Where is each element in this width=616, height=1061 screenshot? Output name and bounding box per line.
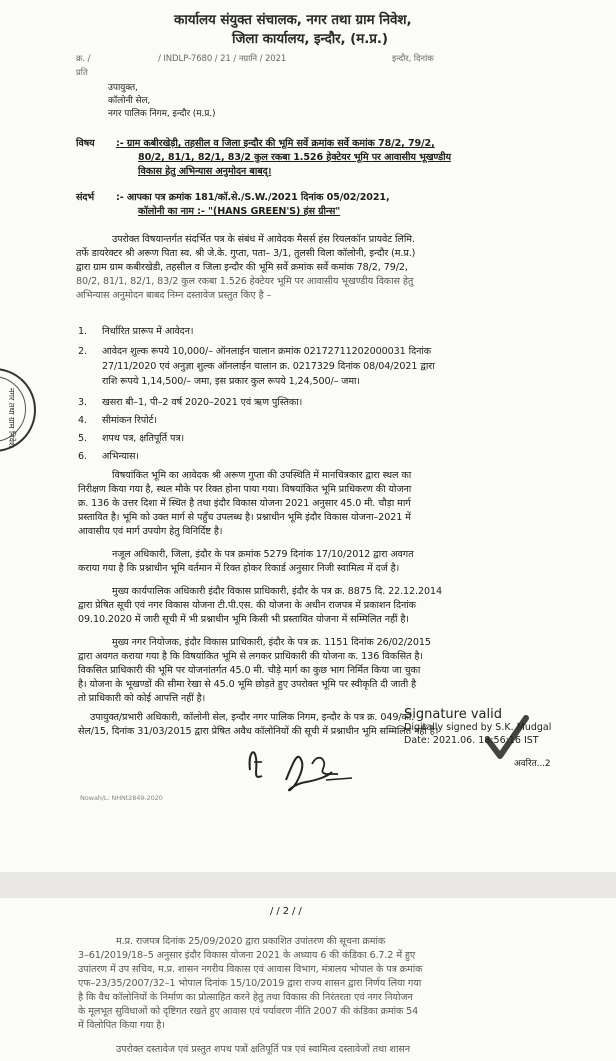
list-item-2a: आवेदन शुल्क रूपये 10,000/– ऑनलाईन चालान क्रमांक 02172711202000031 दिनांक — [102, 346, 432, 357]
ref-prefix: क्र. / — [76, 54, 91, 64]
para1-line-4: प्रस्तावित है। भूमि को उक्त मार्ग से पहुँच उपलब्ध है। प्रश्नाधीन भूमि इंदौर विकास योजना–2021 में — [78, 512, 411, 523]
addressee-2: कॉलोनी सेल, — [108, 96, 151, 106]
para2-line-1: नजूल अधिकारी, जिला, इंदौर के पत्र क्रमांक 5279 दिनांक 17/10/2012 द्वारा अवगत — [112, 549, 414, 560]
p2-line-6: के मूलभूत सुविधाओं को दृष्टिगत रखते हुए आवास एवं पर्यावरण नीति 2007 की कंडिका क्रमांक 54 — [78, 1006, 419, 1017]
handwritten-signature — [242, 740, 362, 796]
page-gap — [0, 872, 616, 898]
list-num-2: 2. — [78, 346, 87, 357]
list-num-5: 5. — [78, 433, 87, 444]
intro-line-1: उपरोक्त विषयान्तर्गत संदर्भित पत्र के संबंध में आवेदक मैसर्स हंस रियलकॉन प्रायवेट लिमि. — [112, 234, 415, 245]
p2-line-8: उपरोक्त दस्तावेज एवं प्रस्तुत शपथ पत्रों क्षतिपूर्ति पत्र एवं स्वामित्व दस्तावेजों तथा शासन — [116, 1044, 410, 1055]
list-num-1: 1. — [78, 326, 87, 337]
reference-label: संदर्भ — [76, 192, 95, 203]
list-item-3: खसरा बी–1, पी–2 वर्ष 2020–2021 एवं ऋण पुस्तिका। — [102, 397, 303, 408]
intro-line-5: अभिन्यास अनुमोदन बाबद निम्न दस्तावेज प्रस्तुत किए है – — [76, 290, 272, 301]
intro-line-3: द्वारा ग्राम ग्राम कबीरखेडी, तहसील व जिला इन्दौर की भूमि सर्वे क्रमांक सर्वे कमांक 78/2, 79/2, — [76, 262, 408, 273]
subject-label: विषय — [76, 138, 95, 149]
para5-line-1: उपायुक्त/प्रभारी अधिकारी, कॉलोनी सेल, इन्दौर नगर पालिक निगम, इन्दौर के पत्र क्र. 049/कॉ. — [90, 712, 415, 723]
para4-line-2: द्वारा अवगत कराया गया है कि विषयांकित भूमि से लगकर प्राधिकारी की योजना क. 136 विकसित है। — [78, 651, 423, 662]
para3-line-2: द्वारा प्रेषित सूची एवं नगर विकास योजना टी.पी.एस. की योजना के अधीन राजपत्र में प्रकाशन दिनांक — [78, 600, 416, 611]
p2-line-3: उपांतरण में उप सचिव, म.प्र. शासन नगरीय विकास एवं आवास विभाग, मंत्रालय भोपाल के पत्र क्रमांक — [78, 964, 423, 975]
para4-line-4: है। योजना के भूखण्डों की सीमा रेखा से 45.0 भूमि छोड़ते हुए उपरोक्त भूमि पर स्वीकृति दी जाती है — [78, 679, 417, 690]
p2-line-7: में विलोपित किया गया है। — [78, 1020, 165, 1031]
list-num-4: 4. — [78, 415, 87, 426]
intro-line-4: 80/2, 81/1, 82/1, 83/2 कुल रकबा 1.526 हेक्टेयर भूमि पर आवासीय भूखण्डीय विकास हेतु — [76, 276, 414, 287]
ref-number: / INDLP-7680 / 21 / नग्रानि / 2021 — [158, 54, 287, 64]
para4-line-5: तो प्राधिकारी को कोई आपत्ति नहीं है। — [78, 693, 206, 704]
signature-signed-by: Digitally signed by S.K. Mudgal — [404, 722, 552, 733]
ref-place-date: इन्दौर, दिनांक — [392, 54, 434, 64]
para1-line-3: क्र. 136 के उत्तर दिशा में स्थित है तथा इंदौर विकास योजना 2021 अनुसार 45.0 मी. चौड़ा मार्ग — [78, 498, 411, 509]
reference-line-2: कॉलोनी का नाम :- "(HANS GREEN'S) हंस ग्रीन्स" — [138, 206, 341, 217]
subject-line-1: :- ग्राम कबीरखेड़ी, तहसील व जिला इन्दौर की भूमि सर्वे क्रमांक सर्वे कमांक 78/2, 79/2, — [116, 138, 435, 149]
p2-line-2: 3–61/2019/18–5 अनुसार इंदौर विकास योजना 2021 के अध्याय 6 की कंडिका 6.7.2 में हुए — [78, 950, 416, 961]
continued-note: अवरित...2 — [514, 759, 551, 769]
para3-line-1: मुख्य कार्यपालिक अधिकारी इंदौर विकास प्राधिकारी, इंदौर के पत्र क्र. 8875 दि. 22.12.2014 — [112, 586, 443, 597]
subject-line-3: विकास हेतु अभिन्यास अनुमोदन बाबद्। — [138, 166, 272, 177]
ref-copy: प्रति — [76, 68, 88, 78]
subject-line-2: 80/2, 81/1, 82/1, 83/2 कुल रकबा 1.526 हेक्टेयर भूमि पर आवासीय भूखण्डीय — [138, 152, 451, 163]
para5-line-2: सेल/15, दिनांक 31/03/2015 द्वारा प्रेषित अवैध कॉलोनियों की सूची में प्रश्नाधीन भूमि सम्मिलित नहीं है। — [78, 726, 439, 737]
list-item-2c: राशि रूपये 1,14,500/– जमा, इस प्रकार कुल रूपये 1,24,500/– जमा। — [102, 376, 360, 387]
p2-line-5: है कि वैध कॉलोनियों के निर्माण का प्रोत्साहित करने हेतु तथा विकास की निरंतरता एवं नगर नियोजन — [78, 992, 413, 1003]
addressee-3: नगर पालिक निगम, इन्दौर (म.प्र.) — [108, 109, 216, 119]
intro-line-2: तर्फे डायरेक्टर श्री अरूण पिता स्व. श्री जे.के. गुप्ता, पता– 3/1, तुलसी विला कॉलोनी, इन्दौर (म.प्र.) — [76, 248, 416, 259]
para2-line-2: कराया गया है कि प्रश्नाधीन भूमि वर्तमान में रिक्त होकर रिकार्ड अनुसार निजी स्वामित्व में दर्ज है। — [78, 563, 400, 574]
list-item-2b: 27/11/2020 एवं अनुज्ञा शुल्क ऑनलाईन चालान क्र. 0217329 दिनांक 08/04/2021 द्वारा — [102, 361, 435, 372]
header-line-1: कार्यालय संयुक्त संचालक, नगर तथा ग्राम निवेश, — [174, 12, 412, 28]
p2-line-1: म.प्र. राजपत्र दिनांक 25/09/2020 द्वारा प्रकाशित उपांतरण की सूचना क्रमांक — [116, 936, 386, 947]
addressee-1: उपायुक्त, — [108, 83, 138, 93]
footer-code: Nowah/L: NHNt2849-2020 — [80, 794, 163, 802]
page-number: / / 2 / / — [270, 906, 302, 917]
para1-line-1: विषयांकित भूमि का आवेदक श्री अरूण गुप्ता की उपस्थिति में मानचित्रकार द्वारा स्थल का — [112, 470, 412, 481]
para3-line-3: 09.10.2020 में जारी सूची में भी प्रश्नाधीन भूमि किसी भी प्रस्तावित योजना में सम्मिलित नहीं है। — [78, 614, 409, 625]
list-item-5: शपथ पत्र, क्षतिपूर्ति पत्र। — [102, 433, 185, 444]
reference-line-1: :- आपका पत्र क्रमांक 181/कॉ.से./S.W./2021 दिनांक 05/02/2021, — [116, 192, 390, 203]
list-num-3: 3. — [78, 397, 87, 408]
para1-line-5: आवासीय एवं मार्ग उपयोग हेतु विनिर्दिष्ट है। — [78, 526, 223, 537]
para4-line-1: मुख्य नगर नियोजक, इंदौर विकास प्राधिकारी, इंदौर के पत्र क्र. 1151 दिनांक 26/02/2015 — [112, 637, 431, 648]
list-item-4: सीमांकन रिपोर्ट। — [102, 415, 157, 426]
list-item-6: अभिन्यास। — [102, 451, 139, 462]
document-page-2 — [0, 898, 616, 1061]
list-num-6: 6. — [78, 451, 87, 462]
office-seal: नगर तथा ग्राम निवेश — [0, 368, 36, 452]
header-line-2: जिला कार्यालय, इन्दौर, (म.प्र.) — [232, 31, 388, 47]
digital-signature-stamp — [404, 708, 551, 747]
signature-valid-text: Signature valid — [404, 707, 502, 722]
para1-line-2: निरीक्षण किया गया है, स्थल मौके पर रिक्त होना पाया गया। विषयांकित भूमि प्राधिकरण की योजना — [78, 484, 412, 495]
signature-date: Date: 2021.06. 18:56:16 IST — [404, 735, 539, 746]
para4-line-3: विकसित प्राधिकारी की भूमि पर योजनांतर्गत 45.0 मी. चौड़े मार्ग का कुछ भाग निर्मित किया जा चुका — [78, 665, 421, 676]
p2-line-4: एफ–23/35/2007/32–1 भोपाल दिनांक 15/10/2019 द्वारा राज्य शासन द्वारा निर्णय लिया गया — [78, 978, 422, 989]
list-item-1: निर्धारित प्रारूप में आवेदन। — [102, 326, 194, 337]
